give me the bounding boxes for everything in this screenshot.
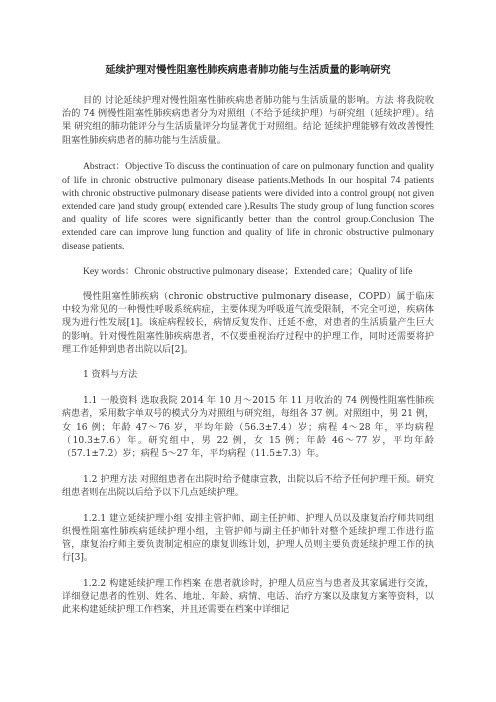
introduction-paragraph: 慢性阻塞性肺疾病（chronic obstructive pulmonary disease，COPD）属于临床中较为常见的一种慢性呼吸系统病症，主要体现为呼吸道气流受限制，不完全可逆，疾病体现为进行性发展[1]。该症病程较长，病情反复发作、迁延不愈，对患者的生活质量产生巨大的影响。针对慢性阻塞性肺疾病患者，不仅要重视治疗过程中的护理工作，同时还需要将护理工作延伸到患者出院以后[2]。 <box>62 291 434 355</box>
subsection-general-data: 1.1 一般资料 选取我院 2014 年 10 月～2015 年 11 月收治的 74 例慢性阻塞性肺疾病患者，采用数字单双号的模式分为对照组与研究组，每组各 37 例。对照组中，男 21 例，女 16 例；年龄 47～76 岁，平均年龄（56.3±7.4）岁；病程 4～28 年，平均病程（10.3±7.6）年。研究组中，男 22 例，女 15 例；年龄 46～77 岁，平均年龄（57.1±7.2）岁；病程 5～27 年，平均病程（11.5±7.3）年。 <box>62 396 434 459</box>
document-page <box>62 64 434 618</box>
subsection-nursing-methods: 1.2 护理方法 对照组患者在出院时给予健康宣教，出院以后不给予任何护理干预。研究组患者则在出院以后给予以下几点延续护理。 <box>62 474 434 498</box>
section-heading: 1 资料与方法 <box>83 370 138 381</box>
subsection-care-archive: 1.2.2 构建延续护理工作档案 在患者就诊时，护理人员应当与患者及其家属进行交流，详细登记患者的性别、姓名、地址、年龄、病情、电话、治疗方案以及康复方案等资料，以此来构建延续护理工作档案，并且还需要在档案中详细记 <box>62 578 434 616</box>
paper-title: 延续护理对慢性阻塞性肺疾病患者肺功能与生活质量的影响研究 <box>105 65 391 76</box>
abstract-english: Abstract：Objective To discuss the continuation of care on pulmonary function and quality of life in chronic obstructive pulmonary disease patients.Methods In our hospital 74 patients with chronic obstructive pulmonary disease patients were divided into a control group( not given extended care )and study group( extended care ).Results The study group of lung function scores and quality of life scores were significantly better than the control group.Conclusion The extended care can improve lung function and quality of life in chronic obstructive pulmonary disease patients. <box>62 161 434 252</box>
subsection-care-team: 1.2.1 建立延续护理小组 安排主管护师、副主任护师、护理人员以及康复治疗师共同组织慢性阻塞性肺疾病延续护理小组，主管护师与副主任护师针对整个延续护理工作进行监管，康复治疗师主要负责制定相应的康复训练计划，护理人员则主要负责延续护理工作的执行[3]。 <box>62 513 434 564</box>
abstract-chinese: 目的 讨论延续护理对慢性阻塞性肺疾病患者肺功能与生活质量的影响。方法 将我院收治的 74 例慢性阻塞性肺疾病患者分为对照组（不给予延续护理）与研究组（延续护理）。结果 研究组的肺功能评分与生活质量评分均显著优于对照组。结论 延续护理能够有效改善慢性阻塞性肺疾病患者的肺功能与生活质量。 <box>62 96 434 146</box>
keywords: Key words：Chronic obstructive pulmonary disease；Extended care；Quality of life <box>83 266 413 278</box>
